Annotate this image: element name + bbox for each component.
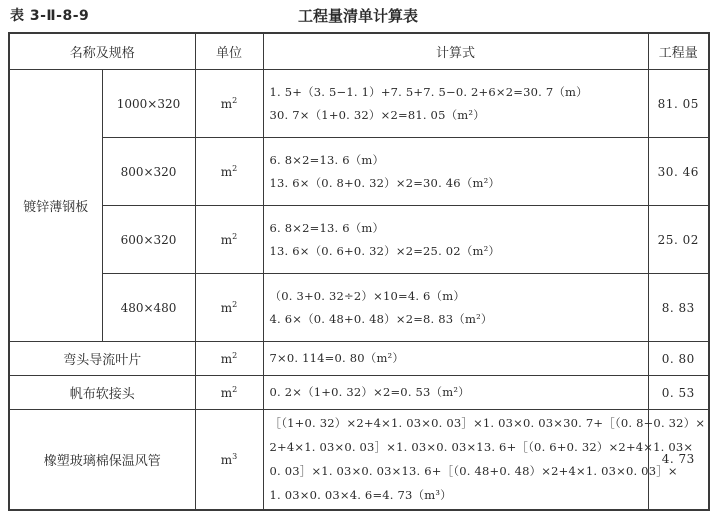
table-row [9,342,709,376]
page-header [0,0,716,30]
unit-cell: $m^3$ [195,410,263,510]
unit-cell: $m^2$ [195,342,263,376]
qty-cell: 8. 83 [648,274,709,342]
table-title: 工程量清单计算表 [297,7,418,25]
qty-cell: 25. 02 [648,206,709,274]
table-row [9,410,709,510]
calc-cell [263,138,648,206]
qty-cell: 0. 80 [648,342,709,376]
unit-cell: $m^2$ [195,376,263,410]
calc-line: 4. 6×（0. 48+0. 48）×2=8. 83（m²） [269,311,493,326]
calc-line: 30. 7×（1+0. 32）×2=81. 05（m²） [269,107,485,122]
quantity-table [8,32,710,511]
calc-line: 1. 03×0. 03×4. 6=4. 73（m³） [269,488,452,503]
table-row [9,70,709,138]
group-name: 镀锌薄钢板 [9,70,102,342]
col-header-name: 名称及规格 [9,33,195,70]
spec-cell: 480×480 [102,274,195,342]
calc-cell [263,206,648,274]
calc-line: 13. 6×（0. 8+0. 32）×2=30. 46（m²） [269,175,501,190]
calc-cell [263,376,648,410]
calc-cell [263,410,706,510]
calc-line: ［（1+0. 32）×2+4×1. 03×0. 03］×1. 03×0. 03×30. 7+［（0. 8+0. 32）× [269,416,706,431]
qty-cell: 4. 73 [648,410,709,510]
calc-line: 6. 8×2=13. 6（m） [269,152,385,167]
col-header-qty: 工程量 [648,33,709,70]
table-number: 表 3-Ⅱ-8-9 [10,8,90,24]
calc-line: 1. 5+（3. 5−1. 1）+7. 5+7. 5−0. 2+6×2=30. 7（m） [269,84,588,99]
item-name: 弯头导流叶片 [9,342,195,376]
calc-line: 0. 03］×1. 03×0. 03×13. 6+［（0. 48+0. 48）×2+4×1. 03×0. 03］× [269,464,678,479]
calc-cell [263,274,648,342]
header-row [9,33,709,70]
col-header-calc: 计算式 [263,33,648,70]
unit-cell: $m^2$ [195,138,263,206]
unit-cell: $m^2$ [195,274,263,342]
item-name: 橡塑玻璃棉保温风管 [9,410,195,510]
spec-cell: 1000×320 [102,70,195,138]
qty-cell: 30. 46 [648,138,709,206]
calc-line: 0. 2×（1+0. 32）×2=0. 53（m²） [269,385,470,399]
unit-cell: $m^2$ [195,70,263,138]
spec-cell: 600×320 [102,206,195,274]
calc-cell [263,70,648,138]
table-row [9,274,709,342]
qty-cell: 0. 53 [648,376,709,410]
calc-line: 6. 8×2=13. 6（m） [269,220,385,235]
calc-line: （0. 3+0. 32÷2）×10=4. 6（m） [269,288,466,303]
item-name: 帆布软接头 [9,376,195,410]
calc-line: 7×0. 114=0. 80（m²） [269,351,405,365]
table-row [9,138,709,206]
calc-line: 13. 6×（0. 6+0. 32）×2=25. 02（m²） [269,243,501,258]
unit-cell: $m^2$ [195,206,263,274]
calc-cell [263,342,648,376]
col-header-unit: 单位 [195,33,263,70]
spec-cell: 800×320 [102,138,195,206]
table-row [9,206,709,274]
calc-line: 2+4×1. 03×0. 03］×1. 03×0. 03×13. 6+［（0. 6+0. 32）×2+4×1. 03× [269,440,694,455]
qty-cell: 81. 05 [648,70,709,138]
table-row [9,376,709,410]
